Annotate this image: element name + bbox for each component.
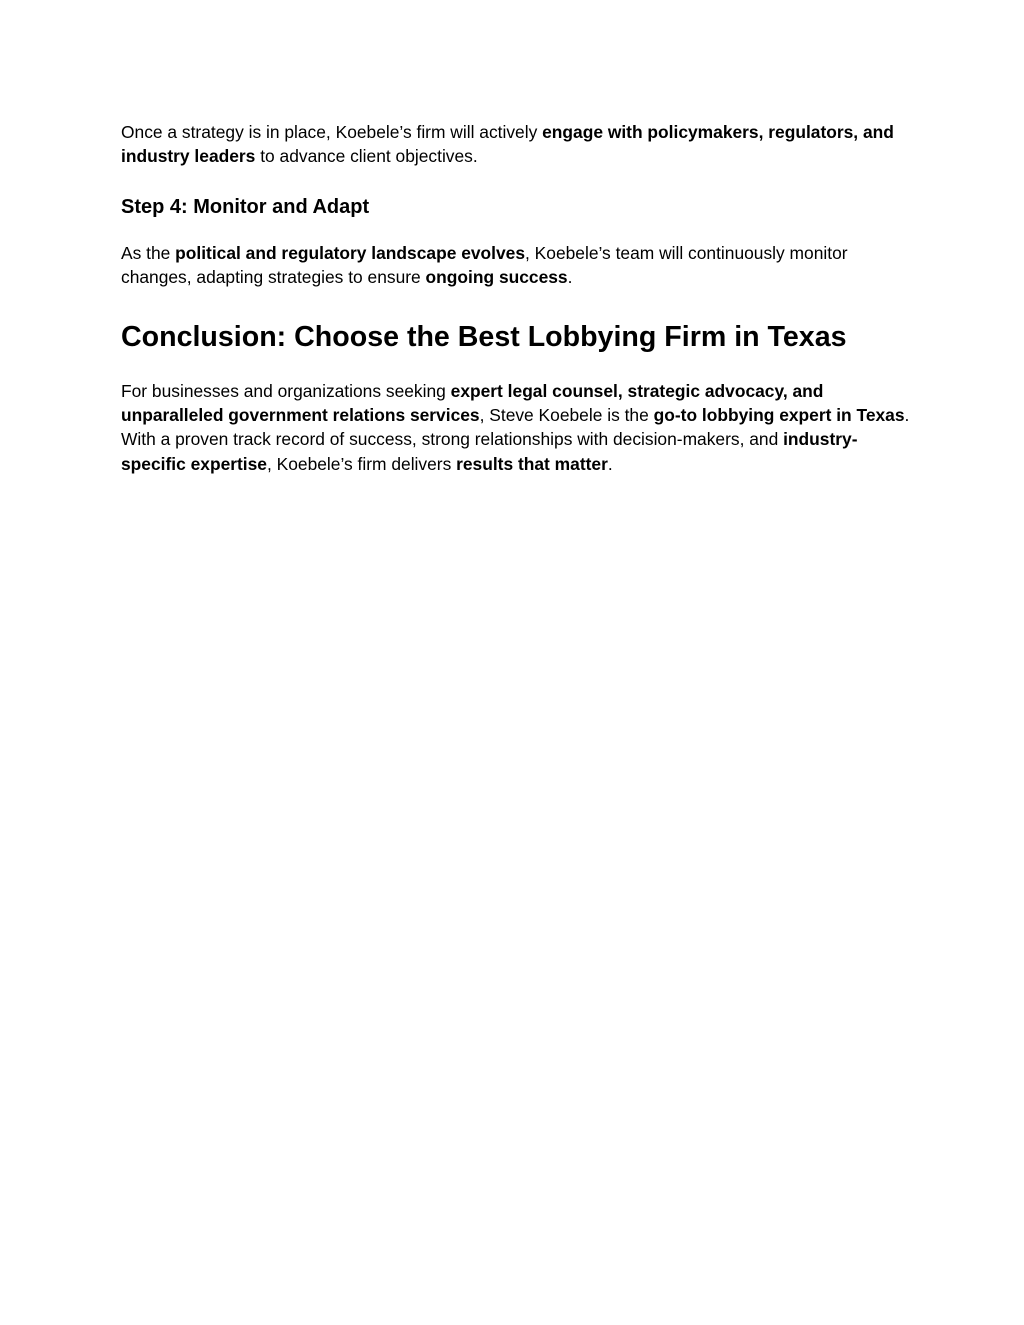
text-run: , Koebele’s firm delivers: [266, 453, 457, 474]
paragraph-conclusion: [121, 379, 911, 477]
text-run: As the: [121, 242, 176, 263]
bold-run: go-to lobbying expert in Texas: [653, 405, 905, 426]
bold-run: industry-specific expertise: [121, 429, 858, 474]
text-run: .: [607, 453, 613, 474]
paragraph-engage: [121, 120, 911, 169]
paragraph-monitor: [121, 241, 911, 290]
step4-heading: Step 4: Monitor and Adapt: [121, 195, 370, 218]
bold-run: expert legal counsel, strategic advocacy, and unparalleled government relations services: [121, 380, 824, 426]
conclusion-heading: Conclusion: Choose the Best Lobbying Firm in Texas: [121, 320, 847, 353]
text-run: , Koebele’s team will continuously monitor changes, adapting strategies to ensure: [121, 242, 848, 288]
text-run: to advance client objectives.: [255, 146, 478, 167]
bold-run: results that matter: [456, 453, 608, 474]
text-run: Once a strategy is in place, Koebele’s firm will actively: [121, 122, 543, 142]
text-run: For businesses and organizations seeking: [121, 380, 451, 401]
text-run: .: [567, 267, 573, 288]
document-page: [121, 120, 911, 476]
text-run: , Steve Koebele is the: [479, 405, 654, 426]
bold-run: political and regulatory landscape evolves: [175, 242, 526, 263]
bold-run: ongoing success: [425, 267, 568, 288]
text-run: . With a proven track record of success, strong relationships with decision-makers, and: [121, 405, 910, 450]
bold-run: engage with policymakers, regulators, and industry leaders: [121, 122, 894, 167]
